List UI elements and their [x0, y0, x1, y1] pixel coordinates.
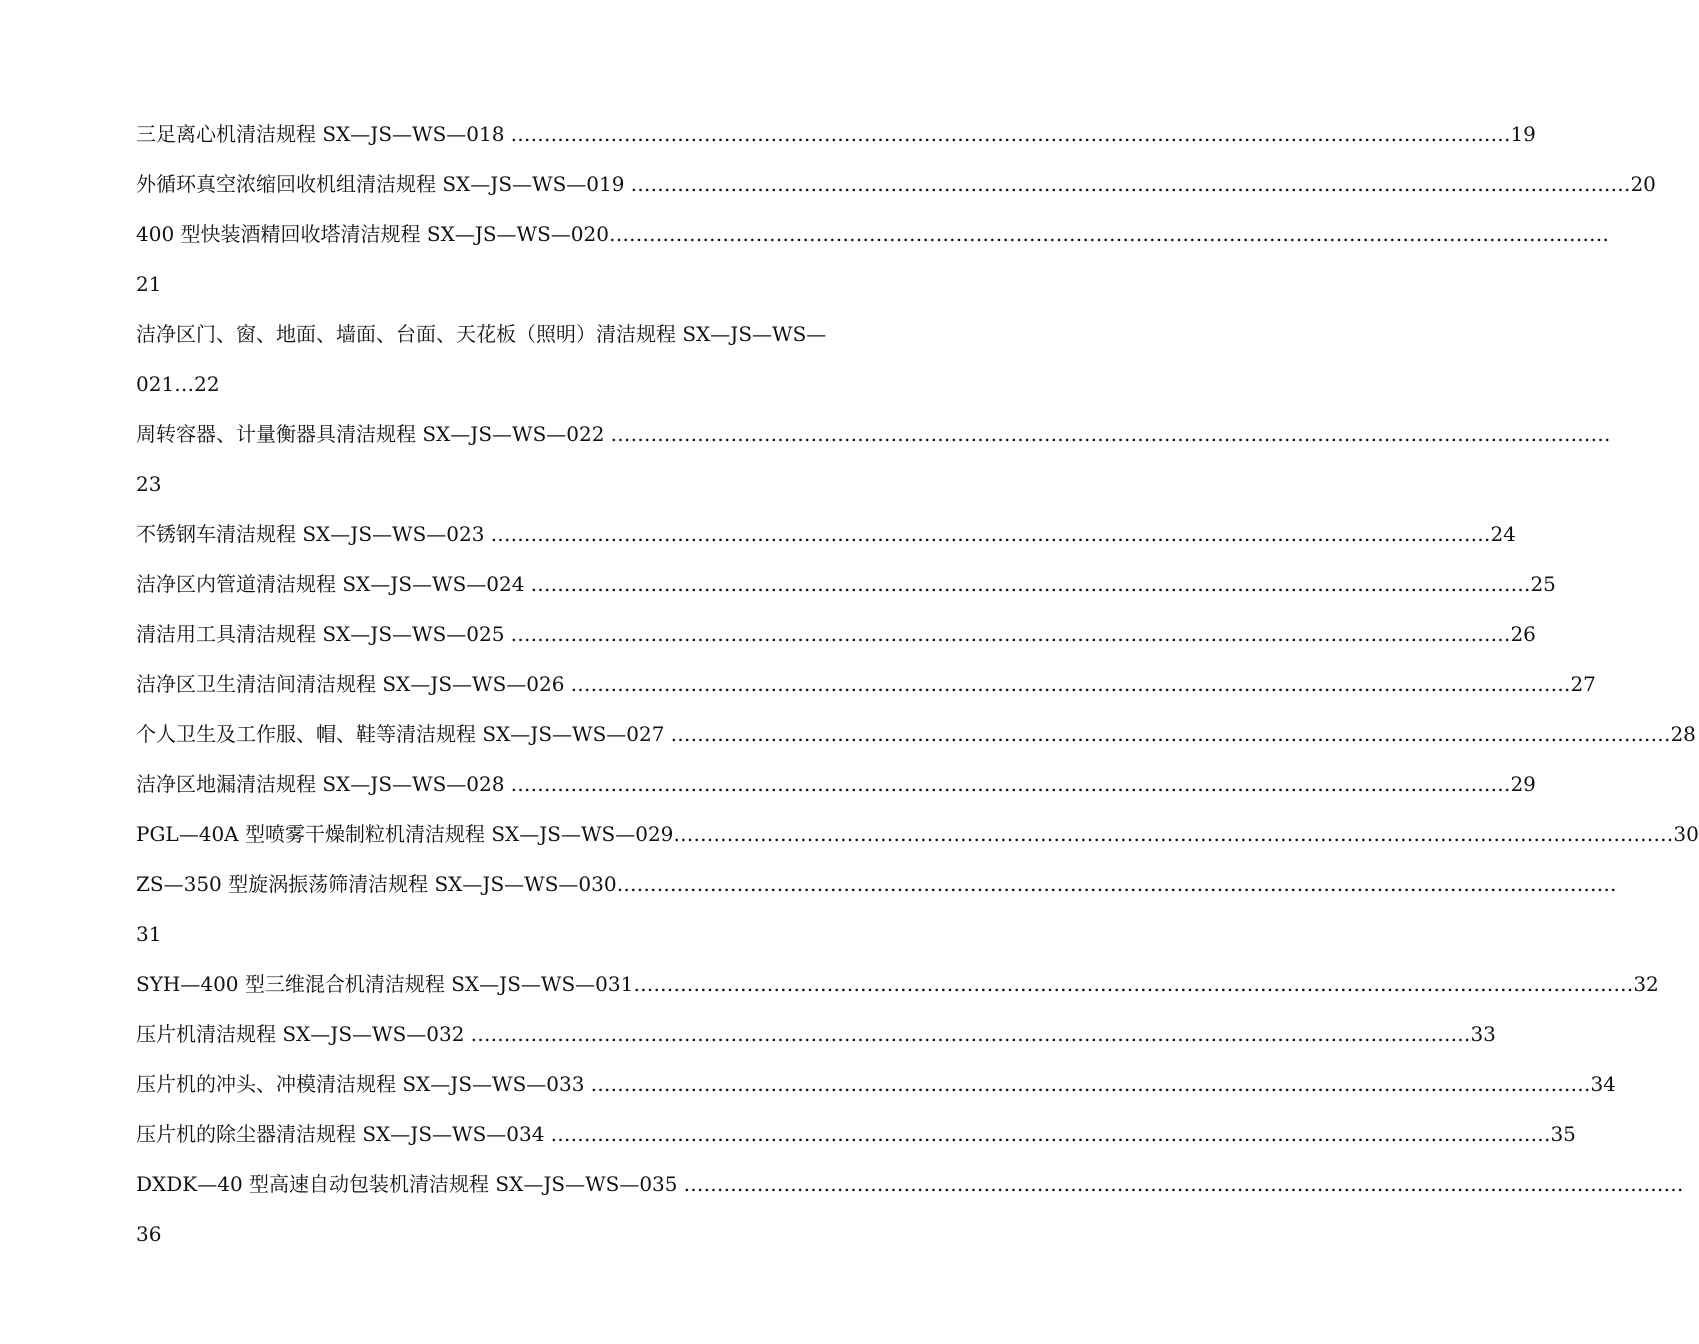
toc-leader-dots: ……………………………………………………………………………………………………………………………………	[673, 822, 1674, 846]
toc-page-number-wrapped: 23	[136, 472, 162, 496]
toc-entry[interactable]	[136, 816, 1699, 866]
toc-entry[interactable]	[136, 966, 1659, 1016]
toc-entry-title: 周转容器、计量衡器具清洁规程 SX—JS—WS—022	[136, 422, 605, 446]
toc-page-number: 24	[1490, 522, 1516, 546]
toc-entry-title: 清洁用工具清洁规程 SX—JS—WS—025	[136, 622, 505, 646]
toc-page-number: 27	[1570, 672, 1596, 696]
toc-entry-title: PGL—40A 型喷雾干燥制粒机清洁规程 SX—JS—WS—029	[136, 822, 674, 846]
toc-entry-title: 洁净区内管道清洁规程 SX—JS—WS—024	[136, 572, 525, 596]
toc-entry[interactable]	[136, 516, 1516, 566]
toc-page-number: 32	[1633, 972, 1659, 996]
toc-entry-title: 洁净区卫生清洁间清洁规程 SX—JS—WS—026	[136, 672, 565, 696]
toc-entry[interactable]	[136, 766, 1536, 816]
toc-entry[interactable]	[136, 416, 1611, 466]
toc-entry-title: 洁净区门、窗、地面、墙面、台面、天花板（照明）清洁规程 SX—JS—WS—	[136, 322, 827, 346]
toc-entry[interactable]	[136, 316, 860, 366]
toc-page-number: 33	[1470, 1022, 1496, 1046]
toc-entry[interactable]	[136, 566, 1556, 616]
toc-leader-dots: ……………………………………………………………………………………………………………………………………	[530, 572, 1531, 596]
toc-entry[interactable]	[136, 1116, 1576, 1166]
toc-leader-dots: ……………………………………………………………………………………………………………………………………	[670, 722, 1671, 746]
toc-entry[interactable]	[136, 666, 1596, 716]
toc-leader-dots: ……………………………………………………………………………………………………………………………………	[510, 772, 1511, 796]
toc-page-number-wrapped: 21	[136, 272, 162, 296]
toc-entry-title: DXDK—40 型高速自动包装机清洁规程 SX—JS—WS—035	[136, 1172, 678, 1196]
toc-leader-dots: ……………………………………………………………………………………………………………………………………	[633, 972, 1634, 996]
toc-leader-dots: ……………………………………………………………………………………………………………………………………	[490, 522, 1491, 546]
toc-entry-title: 洁净区地漏清洁规程 SX—JS—WS—028	[136, 772, 505, 796]
toc-leader-dots: ……………………………………………………………………………………………………………………………………	[683, 1172, 1684, 1196]
toc-page-number: 19	[1510, 122, 1536, 146]
toc-entry-title: 外循环真空浓缩回收机组清洁规程 SX—JS—WS—019	[136, 172, 625, 196]
toc-page-number: 30	[1673, 822, 1699, 846]
toc-entry-title: ZS—350 型旋涡振荡筛清洁规程 SX—JS—WS—030	[136, 872, 617, 896]
toc-leader-dots: ……………………………………………………………………………………………………………………………………	[590, 1072, 1591, 1096]
toc-entry-title: SYH—400 型三维混合机清洁规程 SX—JS—WS—031	[136, 972, 634, 996]
toc-entry-title: 三足离心机清洁规程 SX—JS—WS—018	[136, 122, 505, 146]
toc-page-number-wrapped: 36	[136, 1222, 162, 1246]
toc-entry[interactable]	[136, 866, 1617, 916]
toc-entry[interactable]	[136, 1066, 1616, 1116]
toc-entry[interactable]	[136, 616, 1536, 666]
toc-leader-dots: ……………………………………………………………………………………………………………………………………	[608, 222, 1609, 246]
toc-page-number: 25	[1530, 572, 1556, 596]
toc-leader-dots: ……………………………………………………………………………………………………………………………………	[510, 622, 1511, 646]
toc-entry-title: 压片机的除尘器清洁规程 SX—JS—WS—034	[136, 1122, 545, 1146]
toc-entry-title: 个人卫生及工作服、帽、鞋等清洁规程 SX—JS—WS—027	[136, 722, 665, 746]
toc-entry[interactable]	[136, 1166, 1684, 1216]
toc-page-number: 28	[1670, 722, 1696, 746]
toc-page-number: 29	[1510, 772, 1536, 796]
toc-leader-dots: ……………………………………………………………………………………………………………………………………	[550, 1122, 1551, 1146]
table-of-contents	[136, 116, 1699, 1266]
toc-page-number: 26	[1510, 622, 1536, 646]
toc-leader-dots: ……………………………………………………………………………………………………………………………………	[610, 422, 1611, 446]
toc-page-number-wrapped: 31	[136, 922, 162, 946]
toc-leader-dots: ……………………………………………………………………………………………………………………………………	[630, 172, 1631, 196]
toc-entry[interactable]	[136, 716, 1696, 766]
toc-entry[interactable]	[136, 116, 1536, 166]
toc-page-number: 35	[1550, 1122, 1576, 1146]
toc-entry[interactable]	[136, 1016, 1496, 1066]
toc-entry-title: 压片机清洁规程 SX—JS—WS—032	[136, 1022, 465, 1046]
toc-entry-title: 压片机的冲头、冲模清洁规程 SX—JS—WS—033	[136, 1072, 585, 1096]
toc-entry[interactable]	[136, 216, 1609, 266]
toc-page-number: 20	[1630, 172, 1656, 196]
toc-leader-dots: ……………………………………………………………………………………………………………………………………	[616, 872, 1617, 896]
toc-leader-dots: ……………………………………………………………………………………………………………………………………	[470, 1022, 1471, 1046]
toc-page-number-wrapped: 021…22	[136, 372, 220, 396]
toc-entry[interactable]	[136, 166, 1656, 216]
toc-leader-dots: ……………………………………………………………………………………………………………………………………	[510, 122, 1511, 146]
toc-page-number: 34	[1590, 1072, 1616, 1096]
toc-entry-title: 400 型快装酒精回收塔清洁规程 SX—JS—WS—020	[136, 222, 609, 246]
toc-entry-title: 不锈钢车清洁规程 SX—JS—WS—023	[136, 522, 485, 546]
toc-leader-dots: ……………………………………………………………………………………………………………………………………	[570, 672, 1571, 696]
